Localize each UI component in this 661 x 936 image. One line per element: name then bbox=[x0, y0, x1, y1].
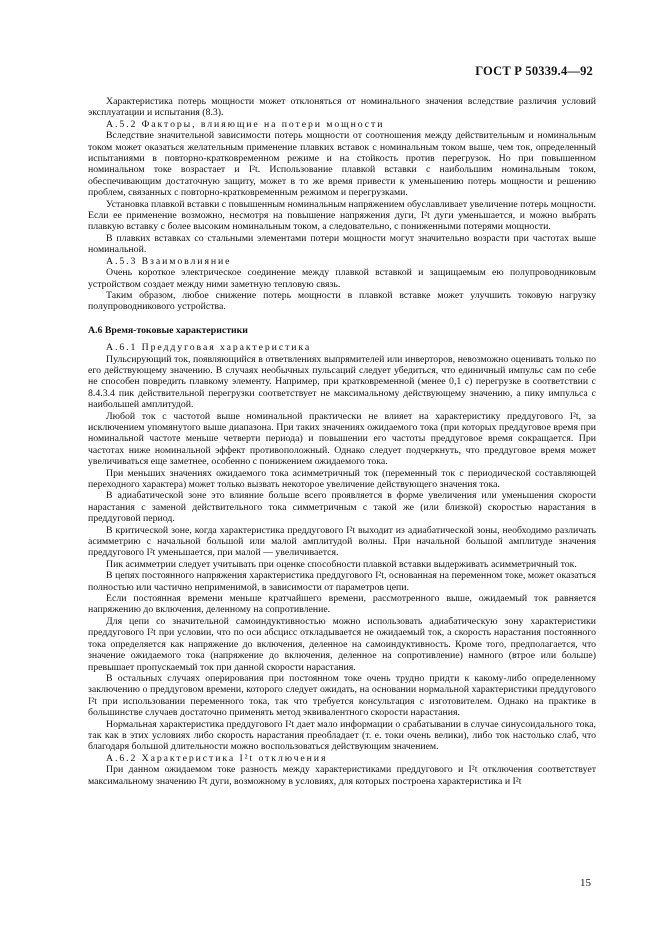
paragraph: Характеристика потерь мощности может отклоняться от номинального значения вследствие различия условий эксплуатации и испытания (8.3). bbox=[88, 96, 596, 119]
paragraph: При данном ожидаемом токе разность между характеристиками преддугового и I²t отключения соответствует максимальному значению I²t дуги, возможному в условиях, для которых построена характеристика и I²t bbox=[88, 764, 596, 787]
paragraph: Пульсирующий ток, появляющийся в ответвлениях выпрямителей или инверторов, невозможно оценивать только по его действующему значению. В случаях необычных пульсаций следует убедиться, что единичный импульс сам по себе не способен повредить плавкому элементу. Например, при кратковременной (менее 0,1 с) перегрузке в соответствии с 8.4.3.4 пик действительной перегрузки соответствует не максимальному действующему значению, а пику импульса с наибольшей амплитудой. bbox=[88, 353, 596, 411]
paragraph: При меньших значениях ожидаемого тока асимметричный ток (переменный ток с периодической составляющей переходного характера) может только вызвать некоторое увеличение действующего значения тока. bbox=[88, 467, 596, 490]
paragraph: Пик асимметрии следует учитывать при оценке способности плавкой вставки выдерживать асимметричный ток. bbox=[106, 558, 577, 570]
subsection-heading: А.5.3 Взаимовлияние bbox=[106, 255, 232, 267]
paragraph: В критической зоне, когда характеристика преддугового I²t выходит из адиабатической зоны, необходимо различать асимметрию с начальной большой или малой амплитудой волны. При начальной большой амплитуде значения преддугового I²t уменьшается, при малой — увеличивается. bbox=[88, 524, 596, 559]
subsection-heading: А.6.2 Характеристика I²t отключения bbox=[106, 752, 328, 764]
paragraph: Если постоянная времени меньше кратчайшего времени, рассмотренного выше, ожидаемый ток равняется напряжению до включения, деленному на сопротивление. bbox=[88, 593, 596, 616]
paragraph: Очень короткое электрическое соединение между плавкой вставкой и защищаемым ею полупроводниковым устройством создает между ними заметную тепловую связь. bbox=[88, 267, 596, 290]
paragraph: Любой ток с частотой выше номинальной практически не влияет на характеристику преддугового I²t, за исключением упомянутого выше диапазона. При таких значениях ожидаемого тока (при которых преддуговое время при номинальной частоте меньше четверти периода) и повышении его частоты преддуговое время сокращается. При частотах ниже номинальной эффект противоположный. Однако следует подчеркнуть, что преддуговое время может увеличиваться еще заметнее, особенно с понижением ожидаемого тока. bbox=[88, 410, 596, 468]
paragraph: В остальных случаях оперирования при постоянном токе очень трудно придти к какому-либо определенному заключению о преддуговом времени, которого следует ожидать, на основании нормальной характеристики преддугового I²t при использовании переменного тока, так что требуется консультация с изготовителем. Однако на практике в большинстве случаев достаточно применять метод эквивалентного скорости нарастания. bbox=[88, 672, 596, 719]
subsection-heading: А.5.2 Факторы, влияющие на потери мощности bbox=[106, 118, 385, 130]
paragraph: Таким образом, любое снижение потерь мощности в плавкой вставке может улучшить токовую нагрузку полупроводникового устройства. bbox=[88, 289, 596, 313]
page-body bbox=[88, 96, 596, 787]
document-header: ГОСТ Р 50339.4—92 bbox=[475, 64, 593, 78]
paragraph: Нормальная характеристика преддугового I²t дает мало информации о срабатывании в случае синусоидального тока, так как в этих условиях либо скорость нарастания преобладает (т. е. токи очень велики), либо ток настолько слаб, что благодаря большой длительности можно воспользоваться действующим значением. bbox=[88, 718, 596, 753]
paragraph: Вследствие значительной зависимости потерь мощности от соотношения между действительным и номинальным током может оказаться желательным применение плавких вставок с номинальным током выше, чем ток, определенный испытаниями в повторно-кратковременном режиме и на стойкость против перегрузок. Но при повышенном номинальном токе возрастает и I²t. Использование плавкой вставки с наибольшим номинальным током, обеспечивающим достаточную защиту, может в то же время привести к уменьшению потерь мощности и решению проблем, связанных с повторно-кратковременным режимом и перегрузками. bbox=[88, 130, 596, 199]
paragraph: Установка плавкой вставки с повышенным номинальным напряжением обуславливает увеличение потерь мощности. Если ее применение возможно, несмотря на повышение напряжения дуги, I²t дуги уменьшается, и можно выбрать плавкую вставку с более высоким номинальным током, а следовательно, с пониженными потерями мощности. bbox=[88, 198, 596, 233]
subsection-heading: А.6.1 Преддуговая характеристика bbox=[106, 342, 312, 354]
page-number: 15 bbox=[580, 877, 591, 889]
paragraph: В цепях постоянного напряжения характеристика преддугового I²t, основанная на переменном токе, может оказаться полностью или частично неприменимой, в зависимости от параметров цепи. bbox=[88, 570, 596, 593]
paragraph: В адиабатической зоне это влияние больше всего проявляется в форме увеличения или уменьшения скорости нарастания с заменой действительного тока симметричным с такой же (или близкой) скоростью нарастания в преддуговой период. bbox=[88, 490, 596, 525]
section-heading: А.6 Время-токовые характеристики bbox=[88, 324, 248, 336]
paragraph: Для цепи со значительной самоиндуктивностью можно использовать адиабатическую зону характеристики преддугового I²t при условии, что по оси абсцисс откладывается не ожидаемый ток, а скорость нарастания постоянного тока определяется как напряжение до включения, деленное на самоиндуктивность. Кроме того, предполагается, что значение ожидаемого тока (напряжение до включения, деленное на сопротивление) намного (втрое или больше) превышает пропускаемый ток при данной скорости нарастания. bbox=[88, 615, 596, 673]
paragraph: В плавких вставках со стальными элементами потери мощности могут значительно возрасти при частотах выше номинальной. bbox=[88, 232, 596, 256]
